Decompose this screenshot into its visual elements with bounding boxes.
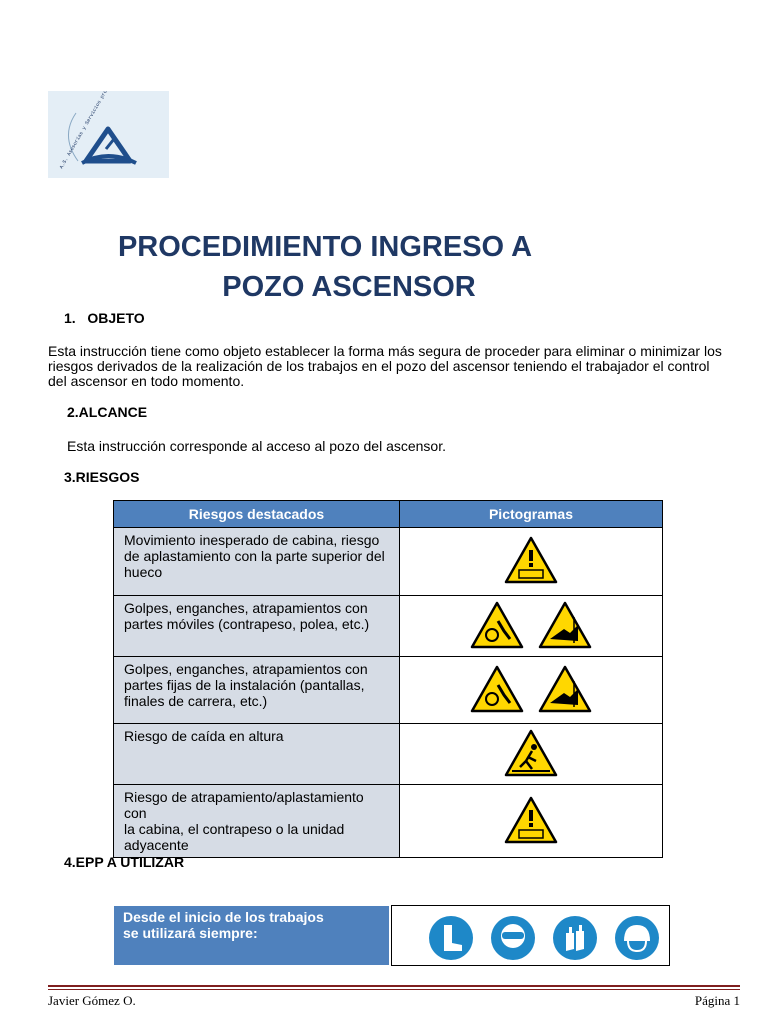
risk-line: Golpes, enganches, atrapamientos con bbox=[124, 661, 368, 677]
page-title-line1: PROCEDIMIENTO INGRESO A bbox=[117, 231, 533, 263]
table-row bbox=[114, 596, 663, 657]
pictogram-cell bbox=[400, 596, 663, 657]
logo-text: A.S. Asesorías y Servicios profesionales bbox=[58, 91, 124, 170]
risk-table bbox=[113, 500, 663, 858]
footer-divider bbox=[48, 989, 740, 990]
risk-line: la cabina, el contrapeso o la unidad bbox=[124, 821, 345, 837]
footer-page-number: Página 1 bbox=[694, 993, 740, 1008]
risk-line: adyacente bbox=[124, 837, 189, 853]
crush-warning-icon bbox=[504, 536, 558, 584]
hand-crush-warning-icon bbox=[538, 601, 592, 649]
risk-line: de aplastamiento con la parte superior del bbox=[124, 548, 385, 564]
risk-line: hueco bbox=[124, 564, 163, 580]
header-pictogramas: Pictogramas bbox=[400, 501, 663, 528]
risk-text bbox=[114, 724, 400, 785]
risk-line: Golpes, enganches, atrapamientos con bbox=[124, 600, 368, 616]
pictogram-cell bbox=[400, 785, 663, 858]
section-heading-alcance: 2.ALCANCE bbox=[67, 404, 148, 420]
footer-author: Javier Gómez O. bbox=[48, 993, 136, 1008]
section-heading-epp: 4.EPP A UTILIZAR bbox=[64, 854, 185, 870]
risk-line: Movimiento inesperado de cabina, riesgo bbox=[124, 532, 380, 548]
risk-text bbox=[114, 596, 400, 657]
crush-warning-icon bbox=[504, 796, 558, 844]
page-title-line2: POZO ASCENSOR bbox=[222, 271, 476, 303]
table-row bbox=[114, 657, 663, 724]
risk-line: partes fijas de la instalación (pantallas, bbox=[124, 677, 365, 693]
pictogram-cell bbox=[400, 528, 663, 596]
risk-table-header bbox=[114, 501, 663, 528]
pictogram-cell bbox=[400, 724, 663, 785]
section-heading-objeto: 1. OBJETO bbox=[64, 310, 145, 326]
epp-label-line2: se utilizará siempre: bbox=[123, 925, 258, 941]
epp-label bbox=[114, 906, 389, 965]
pictogram-cell bbox=[400, 657, 663, 724]
epp-icons-box bbox=[391, 905, 670, 966]
section-heading-riesgos: 3.RIESGOS bbox=[64, 469, 140, 485]
header-riesgos: Riesgos destacados bbox=[114, 501, 400, 528]
risk-line: finales de carrera, etc.) bbox=[124, 693, 268, 709]
epp-label-line1: Desde el inicio de los trabajos bbox=[123, 909, 324, 925]
helmet-icon bbox=[614, 915, 660, 961]
safety-glasses-icon bbox=[490, 915, 536, 961]
risk-text bbox=[114, 785, 400, 858]
objeto-line1: Esta instrucción tiene como objeto establecer la forma más segura de proceder para eliminar o minimizar los bbox=[48, 343, 722, 359]
table-row bbox=[114, 724, 663, 785]
objeto-line2: riesgos derivados de la realización de los trabajos en el pozo del ascensor teniendo el trabajador el control bbox=[48, 358, 710, 374]
risk-line: Riesgo de atrapamiento/aplastamiento con bbox=[124, 789, 364, 821]
fall-warning-icon bbox=[504, 729, 558, 777]
safety-boots-icon bbox=[428, 915, 474, 961]
alcance-text: Esta instrucción corresponde al acceso al pozo del ascensor. bbox=[67, 438, 446, 454]
company-logo bbox=[48, 91, 169, 178]
table-row bbox=[114, 785, 663, 858]
hand-crush-warning-icon bbox=[538, 665, 592, 713]
gloves-icon bbox=[552, 915, 598, 961]
objeto-line3: del ascensor en todo momento. bbox=[48, 373, 245, 389]
entanglement-warning-icon bbox=[470, 601, 524, 649]
risk-text bbox=[114, 528, 400, 596]
footer-divider bbox=[48, 985, 740, 987]
risk-text bbox=[114, 657, 400, 724]
risk-line: partes móviles (contrapeso, polea, etc.) bbox=[124, 616, 370, 632]
risk-line: Riesgo de caída en altura bbox=[124, 728, 284, 744]
table-row bbox=[114, 528, 663, 596]
entanglement-warning-icon bbox=[470, 665, 524, 713]
